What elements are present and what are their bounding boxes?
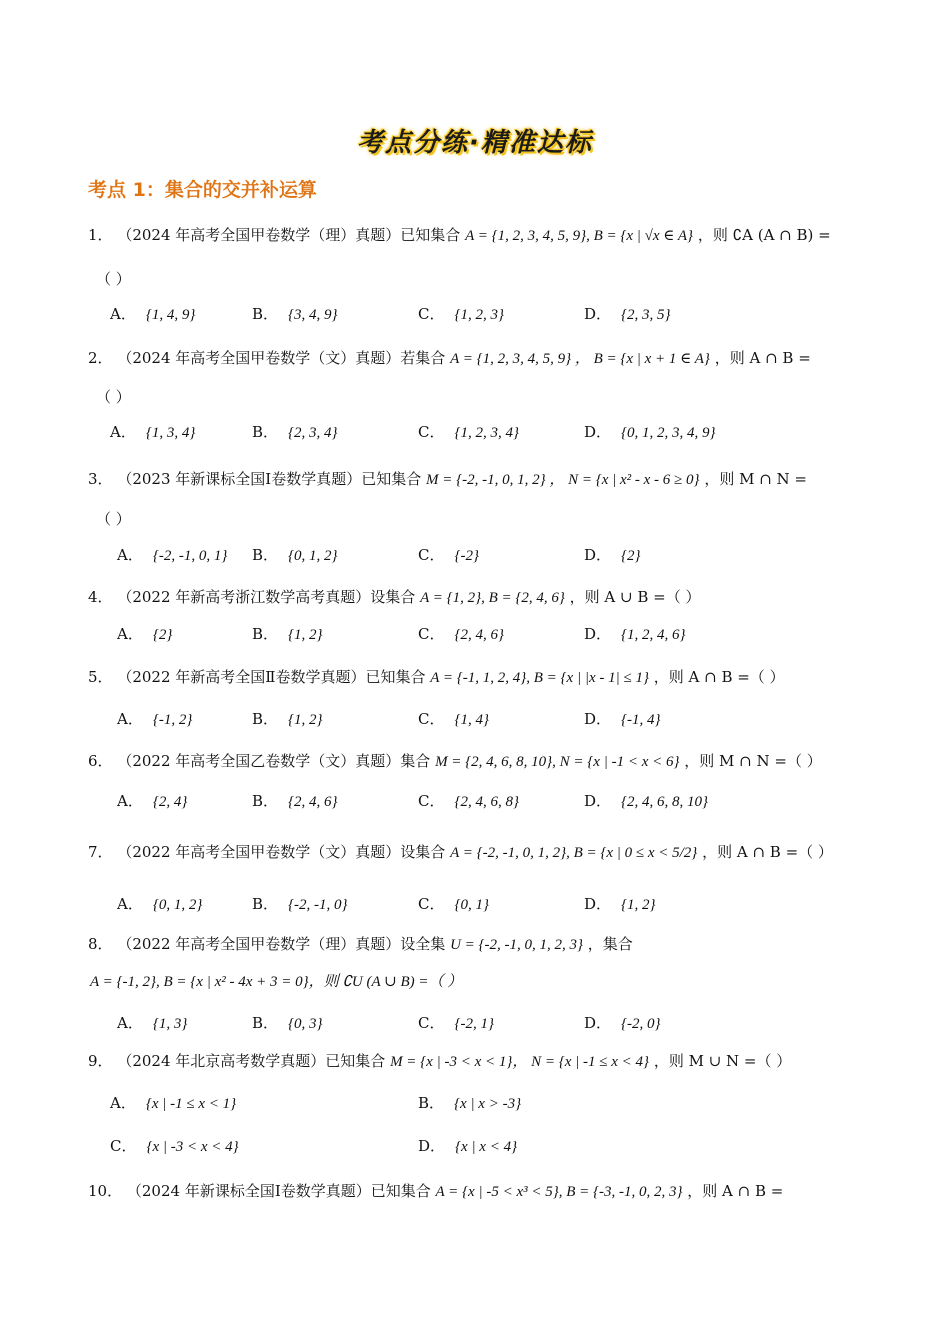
question-number: 3． (88, 470, 113, 488)
option-text: {1, 3} (152, 1016, 188, 1032)
option-d (418, 1135, 517, 1158)
option-d (584, 303, 671, 326)
question-5 (88, 666, 785, 689)
question-stem: （2024 年北京高考数学真题）已知集合 (117, 1052, 386, 1070)
question-math: M = {-2, -1, 0, 1, 2} ， N = {x | x² - x - 6 ≥ 0} (425, 472, 700, 488)
option-b (252, 790, 338, 813)
question-tail: ，则 A ∩ B = (714, 349, 811, 367)
question-math: A = {-2, -1, 0, 1, 2}, B = {x | 0 ≤ x < 5/2} (450, 845, 698, 861)
question-8 (88, 933, 633, 956)
question-stem: （2023 年新课标全国Ⅰ卷数学真题）已知集合 (117, 470, 422, 488)
option-text: {2, 4, 6} (288, 794, 338, 810)
option-label: C． (418, 305, 445, 323)
option-label: D． (584, 710, 612, 728)
option-d (584, 893, 656, 916)
question-stem: （2022 年高考全国甲卷数学（文）真题）设集合 (117, 843, 446, 861)
option-text: {1, 3, 4} (145, 425, 196, 441)
banner-title: 考点分练·精准达标 (357, 128, 593, 158)
question-number: 5． (88, 668, 113, 686)
option-text: {1, 2, 3, 4} (454, 425, 519, 441)
option-a (117, 1012, 187, 1035)
option-text: {2, 4, 6, 8, 10} (621, 794, 709, 810)
option-label: A． (110, 305, 136, 323)
option-d (584, 1012, 661, 1035)
question-4 (88, 586, 700, 609)
option-text: {2} (621, 548, 641, 564)
option-text: {3, 4, 9} (288, 307, 338, 323)
option-b (252, 544, 338, 567)
question-number: 7． (88, 843, 113, 861)
section-title: 考点 1：集合的交并补运算 (88, 179, 317, 201)
option-c (418, 544, 479, 567)
option-text: {1, 4} (454, 712, 489, 728)
question-stem: （2022 年新高考浙江数学高考真题）设集合 (117, 588, 416, 606)
option-label: A． (117, 792, 143, 810)
question-math: U = {-2, -1, 0, 1, 2, 3} (450, 937, 584, 953)
question-tail: ，则 A ∩ B =（ ） (702, 843, 833, 861)
option-text: {-2, -1, 0} (288, 897, 348, 913)
question-stem: （2024 年新课标全国Ⅰ卷数学真题）已知集合 (126, 1182, 431, 1200)
option-b (252, 303, 338, 326)
option-text: {0, 1} (454, 897, 489, 913)
question-number: 9． (88, 1052, 113, 1070)
option-text: {-2, -1, 0, 1} (152, 548, 228, 564)
option-a (117, 708, 192, 731)
question-tail: ，则 A ∩ B =（ ） (653, 668, 785, 686)
answer-paren: （ ） (96, 388, 131, 406)
option-d (584, 623, 686, 646)
question-stem: （2022 年高考全国甲卷数学（理）真题）设全集 (117, 935, 446, 953)
option-label: C． (110, 1137, 137, 1155)
question-10 (88, 1180, 783, 1203)
option-text: {2, 4} (152, 794, 188, 810)
option-a (117, 893, 202, 916)
option-text: {x | -3 < x < 4} (146, 1139, 239, 1155)
option-label: C． (418, 1014, 445, 1032)
option-a (117, 623, 172, 646)
option-text: {0, 3} (288, 1016, 323, 1032)
option-text: {-1, 4} (621, 712, 661, 728)
question-number: 8． (88, 935, 113, 953)
question-tail: ，则 A ∪ B =（ ） (569, 588, 701, 606)
question-tail: ，则 M ∪ N =（ ） (653, 1052, 792, 1070)
option-label: A． (117, 1014, 143, 1032)
option-label: C． (418, 625, 445, 643)
option-label: B． (252, 895, 279, 913)
option-b (252, 421, 338, 444)
option-c (418, 893, 489, 916)
option-label: C． (418, 895, 445, 913)
question-7 (88, 841, 833, 864)
option-b (252, 708, 323, 731)
option-text: {1, 2, 4, 6} (621, 627, 686, 643)
option-d (584, 421, 716, 444)
option-label: D． (584, 305, 612, 323)
option-label: B． (418, 1094, 445, 1112)
question-number: 4． (88, 588, 113, 606)
question-number: 1． (88, 226, 113, 244)
question-number: 10． (88, 1182, 123, 1200)
option-label: B． (252, 792, 279, 810)
option-b (418, 1092, 521, 1115)
option-a (117, 790, 187, 813)
option-label: D． (418, 1137, 446, 1155)
question-math: A = {-1, 1, 2, 4}, B = {x | |x - 1| ≤ 1} (430, 670, 649, 686)
question-math: M = {2, 4, 6, 8, 10}, N = {x | -1 < x < 6} (435, 754, 680, 770)
option-label: B． (252, 305, 279, 323)
question-math: A = {x | -5 < x³ < 5}, B = {-3, -1, 0, 2, 3} (435, 1184, 683, 1200)
question-3 (88, 468, 807, 491)
question-tail: ，则 M ∩ N = (704, 470, 808, 488)
question-number: 2． (88, 349, 113, 367)
option-label: B． (252, 625, 279, 643)
option-c (418, 790, 519, 813)
option-text: {0, 1, 2} (152, 897, 203, 913)
option-c (418, 623, 504, 646)
option-label: C． (418, 546, 445, 564)
option-c (110, 1135, 239, 1158)
option-text: {-2, 0} (621, 1016, 661, 1032)
option-text: {0, 1, 2, 3, 4, 9} (621, 425, 716, 441)
option-label: A． (110, 1094, 136, 1112)
option-b (252, 1012, 323, 1035)
option-label: B． (252, 546, 279, 564)
option-a (110, 421, 195, 444)
question-math: A = {1, 2, 3, 4, 5, 9}, B = {x | √x ∈ A} (465, 228, 694, 244)
option-c (418, 708, 489, 731)
option-text: {-1, 2} (152, 712, 193, 728)
option-text: {2, 4, 6, 8} (454, 794, 519, 810)
option-label: B． (252, 710, 279, 728)
option-c (418, 303, 504, 326)
option-text: {x | x < 4} (455, 1139, 518, 1155)
option-text: {2, 3, 4} (288, 425, 338, 441)
option-label: D． (584, 1014, 612, 1032)
question-2 (88, 347, 811, 370)
option-text: {x | x > -3} (454, 1096, 522, 1112)
option-label: D． (584, 895, 612, 913)
question-math: A = {1, 2, 3, 4, 5, 9} ， B = {x | x + 1 ∈ A} (450, 351, 710, 367)
question-math: M = {x | -3 < x < 1}， N = {x | -1 ≤ x < 4} (390, 1054, 650, 1070)
option-text: {2, 3, 5} (621, 307, 671, 323)
option-d (584, 544, 641, 567)
option-text: {1, 4, 9} (145, 307, 196, 323)
question-tail: ，则 A ∩ B = (687, 1182, 784, 1200)
option-d (584, 790, 708, 813)
option-a (117, 544, 227, 567)
banner (0, 120, 950, 161)
option-label: C． (418, 792, 445, 810)
option-text: {2, 4, 6} (454, 627, 504, 643)
option-text: {1, 2, 3} (454, 307, 504, 323)
option-label: B． (252, 423, 279, 441)
option-c (418, 1012, 494, 1035)
option-a (110, 1092, 236, 1115)
question-stem: （2022 年新高考全国Ⅱ卷数学真题）已知集合 (117, 668, 426, 686)
option-text: {1, 2} (621, 897, 656, 913)
option-label: D． (584, 423, 612, 441)
question-stem: （2024 年高考全国甲卷数学（理）真题）已知集合 (117, 226, 461, 244)
question-math: A = {1, 2}, B = {2, 4, 6} (420, 590, 565, 606)
question-8-line-2 (90, 970, 462, 993)
option-label: A． (117, 710, 143, 728)
option-label: A． (117, 625, 143, 643)
option-a (110, 303, 195, 326)
option-d (584, 708, 661, 731)
question-stem: （2024 年高考全国甲卷数学（文）真题）若集合 (117, 349, 446, 367)
option-label: D． (584, 546, 612, 564)
option-text: {1, 2} (288, 712, 323, 728)
option-text: {x | -1 ≤ x < 1} (145, 1096, 237, 1112)
option-text: {-2} (454, 548, 479, 564)
answer-paren: （ ） (96, 510, 131, 528)
answer-paren: （ ） (96, 270, 131, 288)
option-label: B． (252, 1014, 279, 1032)
option-text: {-2, 1} (454, 1016, 494, 1032)
option-c (418, 421, 519, 444)
question-stem: （2022 年高考全国乙卷数学（文）真题）集合 (117, 752, 431, 770)
option-text: {0, 1, 2} (288, 548, 338, 564)
question-number: 6． (88, 752, 113, 770)
option-label: D． (584, 625, 612, 643)
question-math-2: A = {-1, 2}, B = {x | x² - 4x + 3 = 0}，则 ∁U (A ∪ B) =（ ） (90, 974, 463, 990)
option-b (252, 893, 348, 916)
option-b (252, 623, 323, 646)
option-label: A． (117, 895, 143, 913)
option-label: C． (418, 710, 445, 728)
question-1 (88, 224, 831, 247)
option-label: A． (110, 423, 136, 441)
option-text: {1, 2} (288, 627, 323, 643)
question-tail: ，集合 (587, 935, 633, 953)
question-tail: ，则 ∁A (A ∩ B) = (697, 226, 831, 244)
option-label: A． (117, 546, 143, 564)
question-9 (88, 1050, 791, 1073)
question-tail: ，则 M ∩ N =（ ） (684, 752, 822, 770)
question-6 (88, 750, 822, 773)
option-text: {2} (152, 627, 173, 643)
option-label: D． (584, 792, 612, 810)
option-label: C． (418, 423, 445, 441)
